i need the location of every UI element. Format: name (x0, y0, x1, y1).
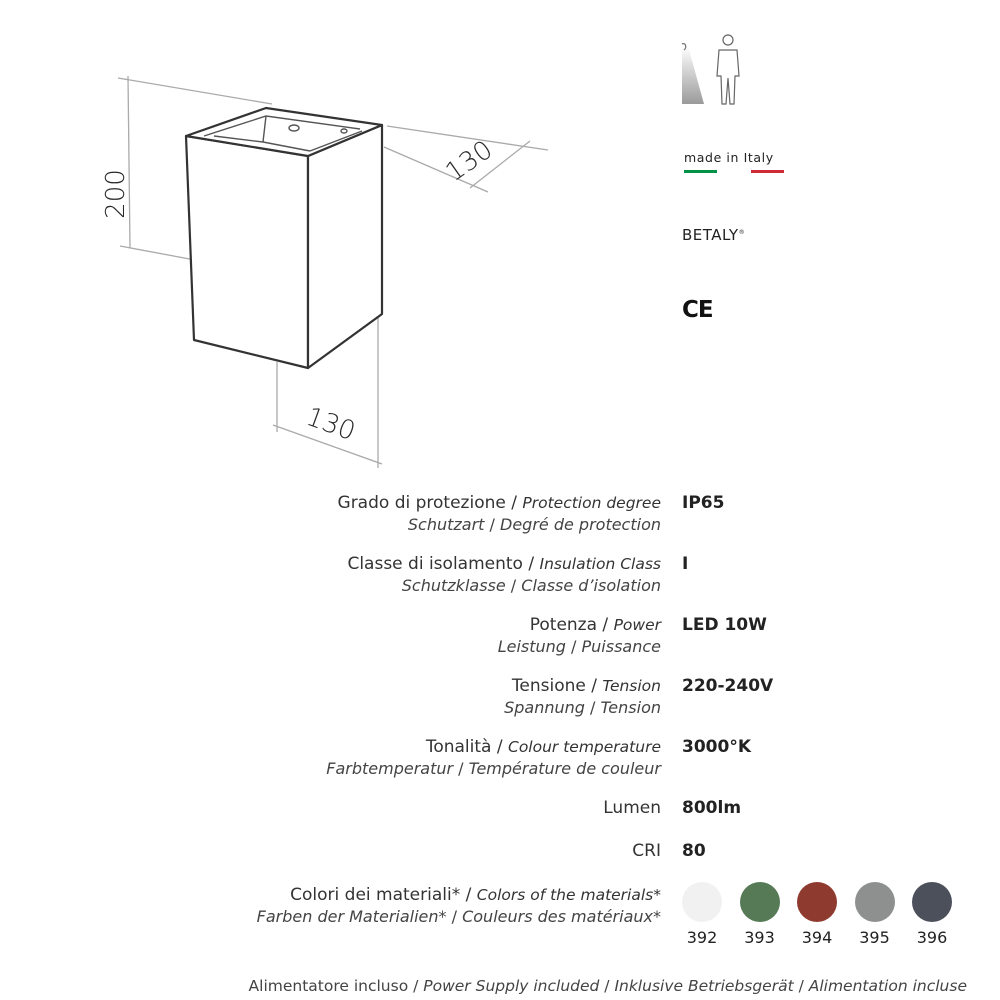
materials-label-fr: Couleurs des matériaux* (462, 907, 661, 926)
spec-row (0, 614, 1000, 658)
footer-it: Alimentatore incluso (248, 977, 409, 995)
spec-label-it: Potenza (529, 615, 598, 635)
spec-label-de: Leistung (497, 637, 566, 656)
spec-value: 80 (682, 841, 706, 861)
spec-label-de: Farbtemperatur (326, 759, 454, 778)
color-swatch-394 (797, 882, 837, 922)
color-swatch-396 (912, 882, 952, 922)
spec-label-fr: Puissance (581, 637, 661, 656)
spec-label-it: Grado di protezione (337, 493, 506, 513)
spec-label-it: Lumen (603, 798, 661, 818)
spec-row (0, 840, 1000, 884)
spec-label: Classe di isolamento / Insulation Class Schutzklasse / Classe d’isolation (347, 554, 661, 595)
spec-label-it: Tensione (511, 676, 586, 696)
spec-value: LED 10W (682, 615, 767, 635)
human-scale-icon (680, 32, 750, 108)
box-side (308, 125, 382, 368)
made-in-italy-text: made in Italy (684, 150, 774, 165)
footer-note: Alimentatore incluso / Power Supply included / Inklusive Betriebsgerät / Alimentation incluse (248, 977, 967, 995)
spec-label-de: Spannung (504, 698, 585, 717)
made-in-italy-logo (684, 150, 784, 173)
italian-flag-bar (684, 170, 784, 173)
spec-label-fr: Degré de protection (500, 515, 661, 534)
spec-label (632, 840, 661, 862)
spec-label-en: Colour temperature (508, 738, 661, 756)
color-swatch-392 (682, 882, 722, 922)
footer-fr: Alimentation incluse (808, 977, 967, 995)
spec-value: I (682, 554, 689, 574)
spec-value: 3000°K (682, 737, 751, 757)
materials-label-de: Farben der Materialien* (256, 907, 447, 926)
technical-drawing (0, 0, 560, 480)
depth-dim-label: 130 (440, 134, 499, 188)
spec-label (603, 797, 661, 819)
box-front (186, 136, 308, 368)
spec-label-en: Tension (602, 677, 661, 695)
color-code-label: 396 (916, 928, 948, 947)
footer-de: Inklusive Betriebsgerät (614, 977, 794, 995)
spec-label-en: Protection degree (522, 494, 661, 512)
spec-row (0, 736, 1000, 780)
color-swatch-393 (740, 882, 780, 922)
ce-mark-icon: CE (682, 297, 713, 323)
width-dim-label: 130 (302, 401, 360, 448)
color-code-label: 395 (859, 928, 890, 947)
spec-label-it: Classe di isolamento (347, 554, 523, 574)
spec-value: IP65 (682, 493, 725, 513)
spec-label-de: Schutzklasse (401, 576, 506, 595)
flag-green (684, 170, 717, 173)
spec-row (0, 492, 1000, 536)
spec-label: Tonalità / Colour temperature Farbtemperatur / Température de couleur (326, 737, 661, 778)
footer-en: Power Supply included (423, 977, 600, 995)
spec-row (0, 675, 1000, 719)
height-dim-label: 200 (101, 169, 131, 219)
spec-label-fr: Température de couleur (468, 759, 661, 778)
spec-label: Grado di protezione / Protection degree Schutzart / Degré de protection (337, 493, 661, 534)
person-icon (717, 35, 739, 104)
spec-row (0, 553, 1000, 597)
betaly-logo (682, 226, 745, 244)
materials-label-en: Colors of the materials* (476, 886, 661, 904)
spec-label-en: Power (613, 616, 661, 634)
spec-label-it: CRI (632, 841, 661, 861)
color-swatch-395 (855, 882, 895, 922)
spec-label-en: Insulation Class (539, 555, 661, 573)
materials-label-it: Colori dei materiali* (290, 885, 461, 905)
spec-label: Potenza / Power Leistung / Puissance (497, 615, 661, 656)
spec-label-it: Tonalità (425, 737, 492, 757)
spec-row (0, 797, 1000, 841)
spec-value: 220-240V (682, 676, 774, 696)
spec-label-fr: Classe d’isolation (521, 576, 661, 595)
spec-label: Tensione / Tension Spannung / Tension (504, 676, 661, 717)
spec-label-fr: Tension (600, 698, 661, 717)
light-cone-icon (682, 46, 704, 104)
height-dim-line (128, 76, 130, 248)
color-code-label: 394 (801, 928, 833, 947)
brand-registered-mark: ® (738, 229, 746, 236)
brand-name: BETALY (682, 226, 739, 244)
materials-label: Colori dei materiali* / Colors of the materials* Farben der Materialien* / Couleurs des matériaux* (256, 885, 661, 926)
spec-value: 800lm (682, 798, 742, 818)
color-code-label: 392 (686, 928, 718, 947)
flag-white (717, 170, 750, 173)
spec-label-de: Schutzart (407, 515, 485, 534)
materials-row (0, 884, 1000, 928)
flag-red (751, 170, 784, 173)
color-code-label: 393 (744, 928, 775, 947)
